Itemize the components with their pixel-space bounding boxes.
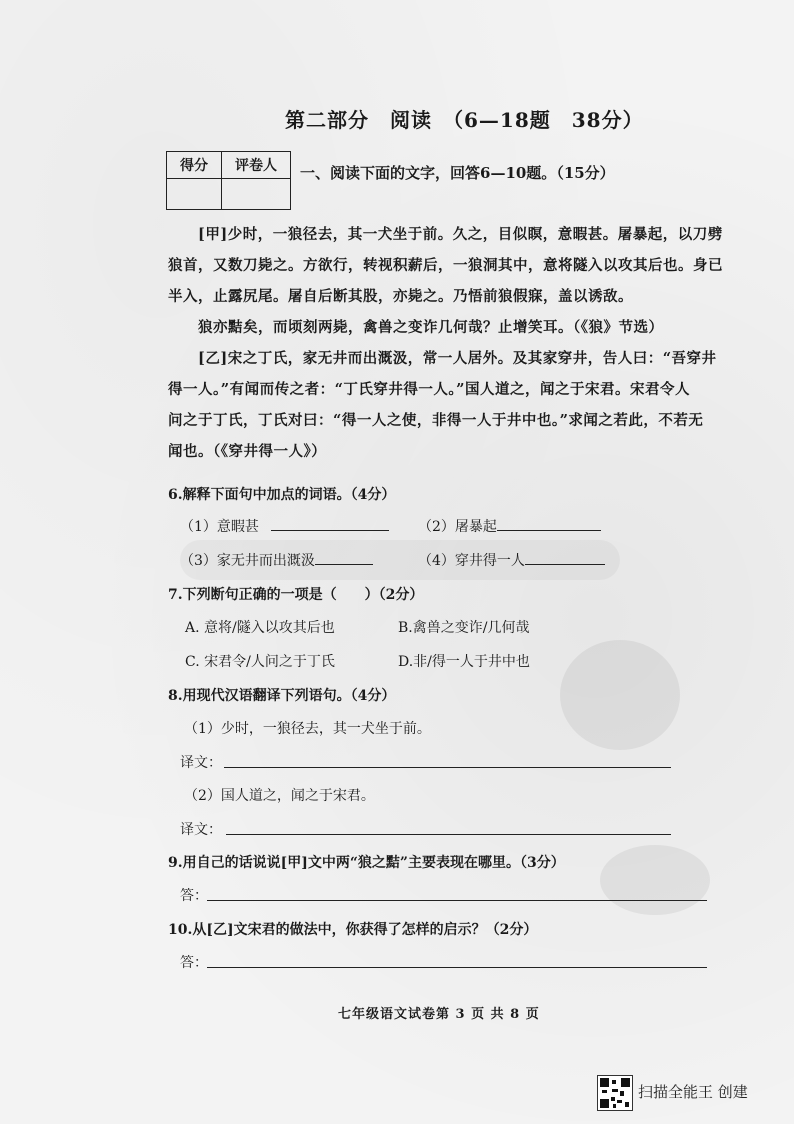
bleed-through-smudge bbox=[560, 640, 680, 750]
q6-blank-2[interactable] bbox=[497, 516, 601, 531]
q10-answer-label: 答： bbox=[180, 955, 208, 971]
q6-item-4-text: （4）穿井得一人 bbox=[418, 553, 525, 569]
question-7-stem: 7.下列断句正确的一项是（ ）（2分） bbox=[168, 587, 424, 603]
passage-line: 狼首，又数刀毙之。方欲行，转视积薪后，一狼洞其中，意将隧入以攻其后也。身已 bbox=[168, 257, 723, 274]
question-6-item-4 bbox=[418, 550, 605, 570]
passage-line: [乙]宋之丁氏，家无井而出溉汲，常一人居外。及其家穿井，告人曰：“吾穿井 bbox=[198, 350, 717, 367]
qr-code-icon bbox=[597, 1075, 633, 1111]
question-10-stem: 10.从[乙]文宋君的做法中，你获得了怎样的启示？（2分） bbox=[168, 922, 538, 938]
q9-answer-label: 答： bbox=[180, 888, 208, 904]
score-cell bbox=[167, 179, 222, 210]
q7-option-d[interactable]: D.非/得一人于井中也 bbox=[398, 654, 530, 670]
passage-line: 闻也。（《穿井得一人》） bbox=[168, 443, 327, 460]
q6-item-1-text: （1）意暇甚 bbox=[180, 519, 259, 535]
score-box bbox=[166, 151, 291, 210]
question-9-stem: 9.用自己的话说说[甲]文中两“狼之黠”主要表现在哪里。（3分） bbox=[168, 855, 565, 871]
passage-line: 半入，止露尻尾。屠自后断其股，亦毙之。乃悟前狼假寐，盖以诱敌。 bbox=[168, 288, 633, 305]
q8-answer-label-1: 译文： bbox=[180, 755, 222, 771]
section-heading: 一、阅读下面的文字，回答6—10题。（15分） bbox=[300, 164, 615, 182]
q8-sentence-2: （2）国人道之，闻之于宋君。 bbox=[184, 788, 375, 804]
passage-line: 得一人。”有闻而传之者：“丁氏穿井得一人。”国人道之，闻之于宋君。宋君令人 bbox=[168, 381, 691, 398]
question-6-stem: 6.解释下面句中加点的词语。（4分） bbox=[168, 487, 396, 503]
q6-blank-3[interactable] bbox=[315, 550, 373, 565]
part-title: 第二部分 阅读 （6—18题 38分） bbox=[285, 108, 644, 132]
bleed-through-smudge bbox=[600, 845, 710, 915]
q8-answer-line-1[interactable] bbox=[224, 767, 671, 768]
passage-line: [甲]少时，一狼径去，其一犬坐于前。久之，目似瞑，意暇甚。屠暴起，以刀劈 bbox=[198, 226, 723, 243]
q10-answer-line[interactable] bbox=[207, 967, 707, 968]
q6-item-3-text: （3）家无井而出溉汲 bbox=[180, 553, 315, 569]
passage-line: 狼亦黠矣，而顷刻两毙，禽兽之变诈几何哉？止增笑耳。（《狼》节选） bbox=[198, 319, 664, 336]
question-8-stem: 8.用现代汉语翻译下列语句。（4分） bbox=[168, 688, 396, 704]
reading-passage bbox=[168, 219, 723, 467]
q7-option-a[interactable]: A. 意将/隧入以攻其后也 bbox=[185, 620, 335, 636]
q8-answer-label-2: 译文： bbox=[180, 822, 222, 838]
grader-cell bbox=[222, 179, 291, 210]
score-label: 得分 bbox=[167, 152, 222, 179]
scanner-watermark: 扫描全能王 创建 bbox=[638, 1083, 748, 1101]
question-6-item-1 bbox=[180, 516, 389, 536]
q6-blank-1[interactable] bbox=[271, 516, 389, 531]
q7-option-b[interactable]: B.禽兽之变诈/几何哉 bbox=[398, 620, 530, 636]
page-footer: 七年级语文试卷第 3 页 共 8 页 bbox=[338, 1007, 540, 1022]
question-6-item-3 bbox=[180, 550, 373, 570]
q8-sentence-1: （1）少时，一狼径去，其一犬坐于前。 bbox=[184, 721, 431, 737]
q6-item-2-text: （2）屠暴起 bbox=[418, 519, 497, 535]
q6-blank-4[interactable] bbox=[525, 550, 605, 565]
q8-answer-line-2[interactable] bbox=[226, 834, 671, 835]
question-6-item-2 bbox=[418, 516, 601, 536]
grader-label: 评卷人 bbox=[222, 152, 291, 179]
q9-answer-line[interactable] bbox=[207, 900, 707, 901]
passage-line: 问之于丁氏，丁氏对曰：“得一人之使，非得一人于井中也。”求闻之若此，不若无 bbox=[168, 412, 704, 429]
q7-option-c[interactable]: C. 宋君令/人问之于丁氏 bbox=[185, 654, 335, 670]
